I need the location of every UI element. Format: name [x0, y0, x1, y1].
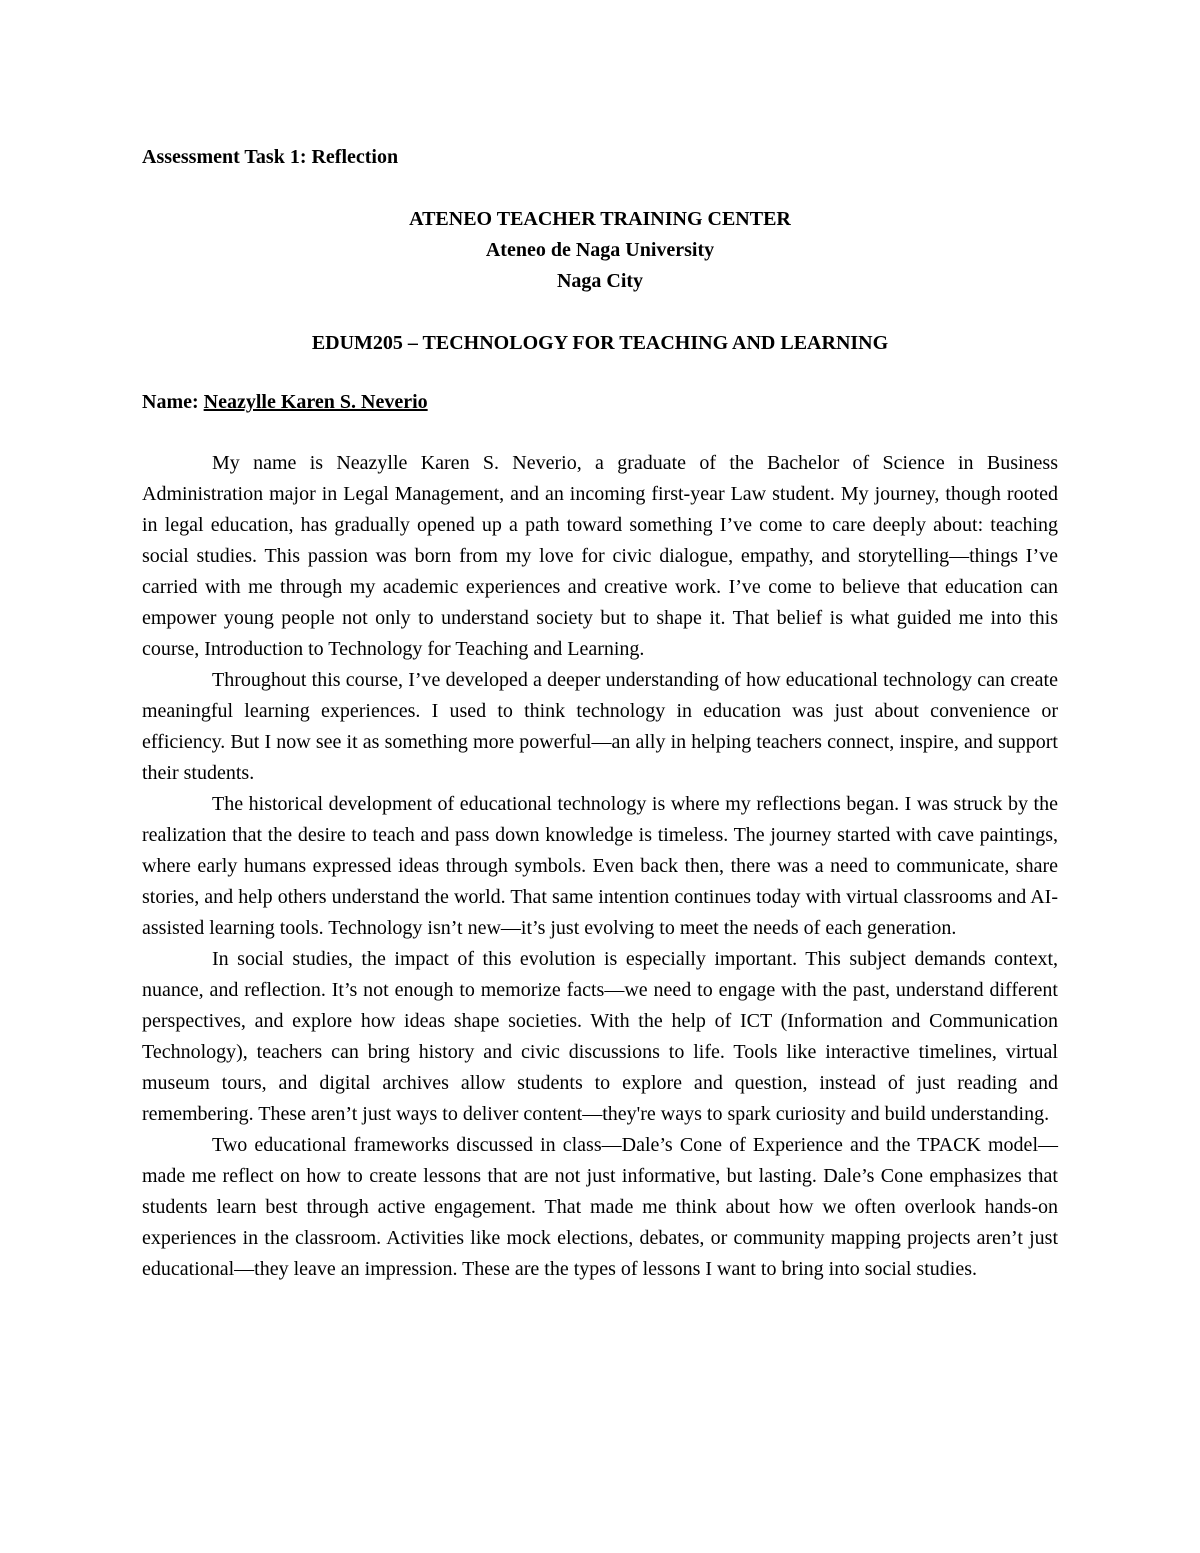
university-name: Ateneo de Naga University — [485, 239, 715, 261]
institution-name: ATENEO TEACHER TRAINING CENTER — [409, 208, 791, 230]
name-label: Name: — [142, 391, 199, 413]
task-title: Assessment Task 1: Reflection — [142, 146, 399, 168]
paragraph: My name is Neazylle Karen S. Neverio, a graduate of the Bachelor of Science in Business Administration major in Legal Management, and an incoming first-year Law student. My journey, though rooted in legal education, has gradually opened up a path toward something I’ve come to care deeply about: teaching social studies. This passion was born from my love for civic dialogue, empathy, and storytelling—things I’ve carried with me through my academic experiences and creative work. I’ve come to believe that education can empower young people not only to understand society but to shape it. That belief is what guided me into this course, Introduction to Technology for Teaching and Learning. — [142, 452, 1058, 660]
student-name-line — [142, 388, 428, 416]
document-page — [142, 0, 1058, 1553]
reflection-body — [142, 448, 1058, 1285]
paragraph: In social studies, the impact of this evolution is especially important. This subject demands context, nuance, and reflection. It’s not enough to memorize facts—we need to engage with the past, understand different perspectives, and explore how ideas shape societies. With the help of ICT (Information and Communication Technology), teachers can bring history and civic discussions to life. Tools like interactive timelines, virtual museum tours, and digital archives allow students to explore and question, instead of just reading and remembering. These aren’t just ways to deliver content—they're ways to spark curiosity and build understanding. — [142, 948, 1058, 1125]
city-name: Naga City — [556, 270, 644, 292]
paragraph: The historical development of educational technology is where my reflections began. I was struck by the realization that the desire to teach and pass down knowledge is timeless. The journey started with cave paintings, where early humans expressed ideas through symbols. Even back then, there was a need to communicate, share stories, and help others understand the world. That same intention continues today with virtual classrooms and AI-assisted learning tools. Technology isn’t new—it’s just evolving to meet the needs of each generation. — [142, 793, 1058, 939]
paragraph: Throughout this course, I’ve developed a deeper understanding of how educational technology can create meaningful learning experiences. I used to think technology in education was just about convenience or efficiency. But I now see it as something more powerful—an ally in helping teachers connect, inspire, and support their students. — [142, 669, 1058, 784]
student-name: Neazylle Karen S. Neverio — [203, 391, 428, 413]
paragraph: Two educational frameworks discussed in class—Dale’s Cone of Experience and the TPACK model—made me reflect on how to create lessons that are not just informative, but lasting. Dale’s Cone emphasizes that students learn best through active engagement. That made me think about how we often overlook hands-on experiences in the classroom. Activities like mock elections, debates, or community mapping projects aren’t just educational—they leave an impression. These are the types of lessons I want to bring into social studies. — [142, 1134, 1058, 1280]
course-title: EDUM205 – TECHNOLOGY FOR TEACHING AND LEARNING — [311, 332, 889, 354]
